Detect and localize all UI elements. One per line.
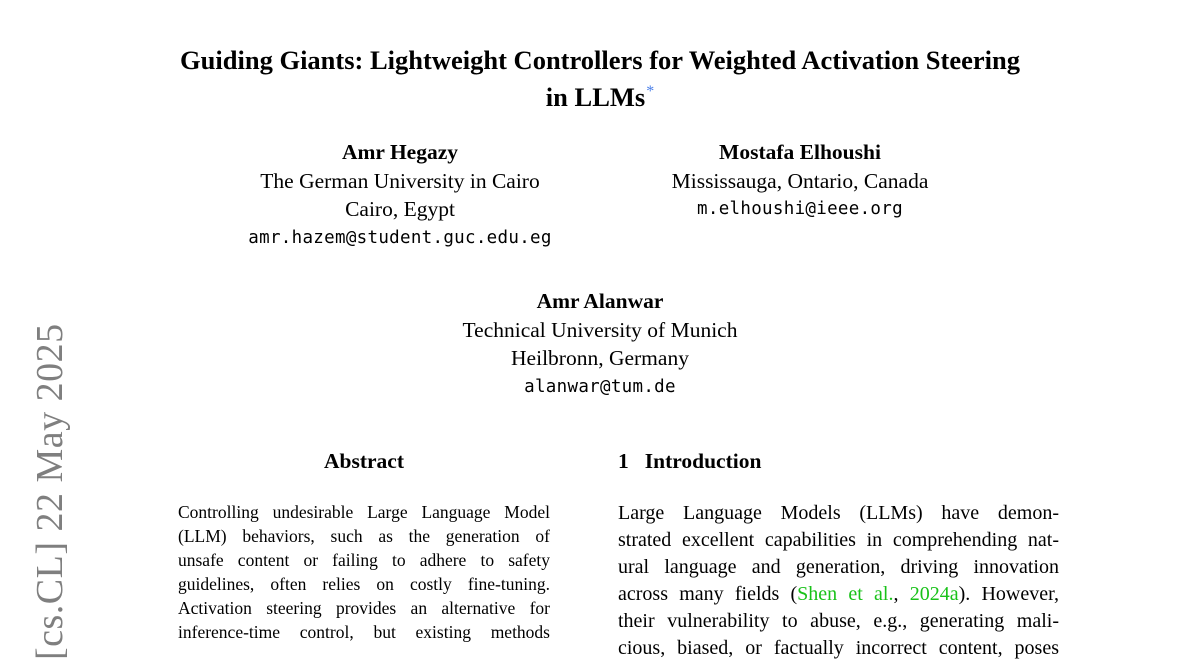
intro-line: cious, biased, or factually incorrect content, poses <box>618 637 1059 659</box>
abstract-line: guidelines, often relies on costly fine-tuning. <box>178 574 550 594</box>
author-block-elhoushi <box>600 138 1000 224</box>
arxiv-side-stamp: [cs.CL] 22 May 2025 <box>29 323 71 660</box>
section-number: 1 <box>618 449 629 473</box>
author-block-alanwar <box>400 287 800 401</box>
abstract-line: Activation steering provides an alternative for <box>178 598 550 618</box>
author-affiliation: Technical University of Munich <box>462 317 738 342</box>
author-email: amr.hazem@student.guc.edu.eg <box>248 227 552 248</box>
abstract-line: (LLM) behaviors, such as the generation of <box>178 526 550 546</box>
intro-line-with-citation <box>618 581 1059 608</box>
title-footnote-link[interactable]: * <box>646 83 655 100</box>
author-location: Cairo, Egypt <box>345 197 455 221</box>
introduction-text <box>618 500 1059 662</box>
abstract-line: Controlling undesirable Large Language Model <box>178 502 550 522</box>
author-name: Amr Alanwar <box>536 289 664 313</box>
intro-line: strated excellent capabilities in comprehending nat- <box>618 529 1059 551</box>
abstract-heading: Abstract <box>323 449 404 473</box>
abstract-line: unsafe content or failing to adhere to safety <box>178 550 550 570</box>
intro-line: their vulnerability to abuse, e.g., generating mali- <box>618 610 1059 632</box>
intro-text: ). However, <box>958 583 1059 605</box>
paper-title <box>100 44 1100 113</box>
title-line-2 <box>100 76 1100 113</box>
author-location: Heilbronn, Germany <box>511 346 689 370</box>
author-affiliation: The German University in Cairo <box>260 168 540 193</box>
intro-text: across many fields ( <box>618 583 798 605</box>
author-location: Mississauga, Ontario, Canada <box>671 168 929 193</box>
author-name: Mostafa Elhoushi <box>719 140 881 164</box>
author-email: m.elhoushi@ieee.org <box>697 199 903 219</box>
citation-link-year[interactable]: 2024a <box>909 583 959 605</box>
title-line-2-text: in LLMs <box>545 82 646 112</box>
section-heading-introduction <box>618 447 761 475</box>
author-email: alanwar@tum.de <box>524 376 676 397</box>
intro-line: Large Language Models (LLMs) have demon- <box>618 502 1059 524</box>
abstract-line: inference-time control, but existing methods <box>178 622 550 642</box>
section-title: Introduction <box>644 449 762 473</box>
author-block-hegazy <box>200 138 600 252</box>
intro-line: ural language and generation, driving innovation <box>618 556 1059 578</box>
citation-link-author[interactable]: Shen et al. <box>797 583 894 605</box>
author-name: Amr Hegazy <box>341 140 459 164</box>
title-line-1: Guiding Giants: Lightweight Controllers for Weighted Activation Steering <box>180 45 1020 75</box>
abstract-text <box>178 500 550 644</box>
intro-text: , <box>893 583 910 605</box>
